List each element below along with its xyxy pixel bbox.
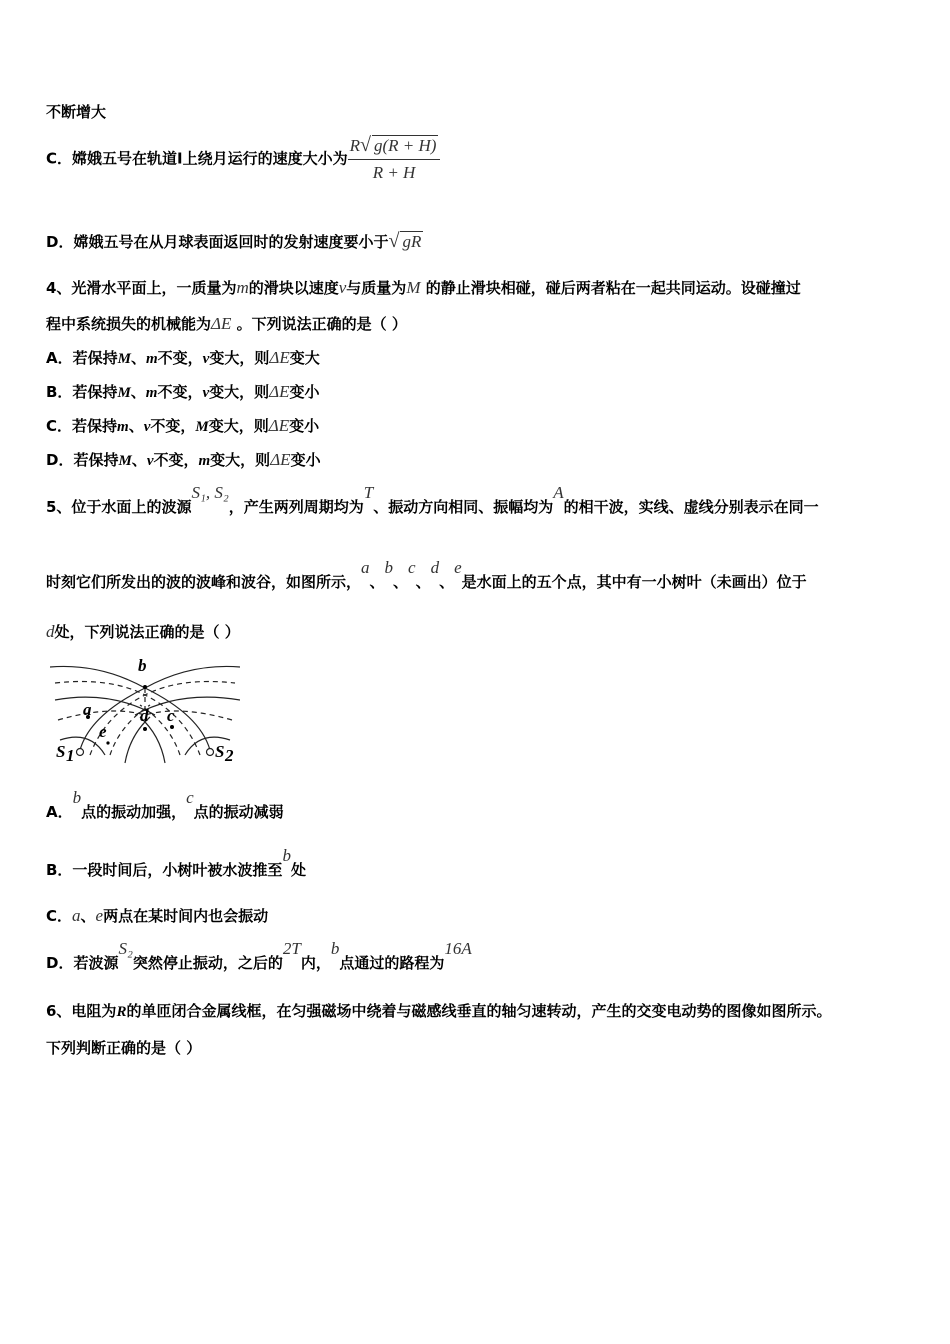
text-line: [46, 450, 321, 471]
math-symbol: ΔE: [269, 348, 290, 367]
label-d: d: [140, 706, 149, 725]
radical-sign: √: [388, 230, 400, 252]
math-symbol: d: [430, 558, 440, 577]
numerator-prefix: R: [349, 136, 360, 155]
text: A．若保持: [46, 349, 118, 367]
radicand: gR: [402, 232, 422, 251]
text-line: [46, 1001, 831, 1022]
text: 与质量为: [346, 279, 407, 297]
text: 、: [369, 573, 385, 591]
text: 是水面上的五个点，其中有一小树叶（未画出）位于: [461, 573, 807, 591]
text: 不变，: [153, 451, 199, 469]
math-symbol: v: [338, 278, 347, 297]
text: 的静止滑块相碰，碰后两者粘在一起共同运动。设碰撞过: [420, 279, 801, 297]
text: C．若保持: [46, 417, 118, 435]
math-symbol: A: [553, 483, 564, 502]
math-symbol: ΔE: [269, 382, 290, 401]
text-line: [46, 102, 106, 122]
text: C．: [46, 907, 73, 925]
variable: M: [195, 419, 209, 435]
math-symbol: 2T: [282, 939, 301, 958]
variable: v: [202, 385, 210, 401]
variable: R: [116, 1004, 127, 1020]
text: 不变，: [157, 383, 203, 401]
text: 变小: [290, 451, 321, 469]
text: D．若保持: [46, 451, 119, 469]
text: 不变，: [157, 349, 203, 367]
text-line: [46, 906, 268, 926]
text: 变大: [289, 349, 320, 367]
text-line: [46, 382, 320, 403]
text: 5、位于水面上的波源: [46, 498, 192, 516]
sqrt-expression: [388, 232, 423, 251]
text: 、: [439, 573, 455, 591]
text: 点的振动减弱: [193, 803, 284, 821]
math-symbol: ΔE: [270, 450, 291, 469]
text: D．若波源: [46, 954, 119, 972]
text: 、: [80, 907, 96, 925]
label-s1: S: [56, 742, 66, 761]
wave-interference-diagram: [50, 655, 240, 767]
math-symbol: ΔE: [268, 416, 290, 435]
text: 、: [128, 417, 144, 435]
math-symbol: b: [72, 788, 82, 807]
math-symbol: c: [408, 558, 416, 577]
variable: v: [146, 453, 154, 469]
text: 点的振动加强，: [81, 803, 187, 821]
text: D．嫦娥五号在从月球表面返回时的发射速度要小于: [46, 233, 389, 251]
text: 内，: [300, 954, 331, 972]
text: 。下列说法正确的是（ ）: [231, 315, 407, 333]
math-symbol: e: [95, 906, 104, 925]
text: 变大，则: [208, 417, 269, 435]
text: 处: [290, 861, 306, 879]
label-e: e: [99, 722, 107, 741]
text: 6、电阻为: [46, 1002, 117, 1020]
text: 、: [131, 451, 147, 469]
text: 突然停止振动，之后的: [132, 954, 283, 972]
text: 变小: [289, 383, 320, 401]
text: 的单匝闭合金属线框，在匀强磁场中绕着与磁感线垂直的轴匀速转动，产生的交变电动势的图像如图所示。: [126, 1002, 832, 1020]
text: 变小: [289, 417, 320, 435]
label-b: b: [138, 656, 147, 675]
math-symbol: c: [186, 788, 194, 807]
text-line: [46, 314, 407, 334]
variable: M: [117, 385, 131, 401]
text: 下列判断正确的是（ ）: [46, 1039, 202, 1057]
text: C．嫦娥五号在轨道Ⅰ上绕月运行的速度大小为: [46, 149, 348, 168]
text: 变大，则: [209, 349, 270, 367]
math-symbol: b: [282, 846, 291, 865]
text: 变大，则: [209, 383, 270, 401]
text: 两点在某时间内也会振动: [103, 907, 269, 925]
text: A．: [46, 803, 73, 821]
text-line: [46, 483, 819, 517]
math-symbol: a: [361, 558, 370, 577]
text: 、: [130, 383, 146, 401]
math-symbol: d: [46, 622, 55, 641]
text: 变大，则: [210, 451, 271, 469]
label-s2: S: [215, 742, 225, 761]
text: 、: [130, 349, 146, 367]
text: 4、光滑水平面上，一质量为: [46, 279, 237, 297]
text: 不断增大: [46, 103, 107, 121]
variable: m: [198, 453, 211, 469]
text-line: [46, 231, 423, 252]
math-symbol: T: [363, 483, 374, 502]
variable: v: [143, 419, 151, 435]
label-c: c: [167, 706, 175, 725]
math-symbol: M: [406, 278, 421, 297]
label-s1-sub: 1: [66, 746, 75, 765]
math-symbol: e: [454, 558, 462, 577]
math-symbol: b: [330, 939, 340, 958]
text: 程中系统损失的机械能为: [46, 315, 212, 333]
math-symbol: ΔE: [211, 314, 232, 333]
text: 不变，: [150, 417, 196, 435]
text: 处，下列说法正确的是（ ）: [54, 623, 240, 641]
label-s2-sub: 2: [225, 746, 234, 765]
radicand: g(R + H): [373, 136, 437, 155]
text: 的滑块以速度: [248, 279, 339, 297]
text-line: [46, 846, 306, 880]
text: 时刻它们所发出的波的波峰和波谷，如图所示，: [46, 573, 362, 591]
fraction: [348, 135, 441, 183]
text-line: [46, 1038, 201, 1058]
text-line: [46, 348, 320, 369]
variable: M: [117, 351, 131, 367]
variable: v: [202, 351, 210, 367]
variable: m: [145, 351, 158, 367]
math-symbol: a: [72, 906, 81, 925]
denominator: R + H: [372, 163, 416, 182]
text: ，产生两列周期均为: [228, 498, 364, 516]
text: 、: [415, 573, 431, 591]
text-line: [46, 278, 801, 298]
text-line: [46, 788, 284, 822]
text: B．一段时间后，小树叶被水波推至: [46, 861, 283, 879]
math-symbol: S₁, S₂: [191, 483, 229, 502]
text: 的相干波，实线、虚线分别表示在同一: [563, 498, 819, 516]
math-symbol: S₂: [118, 939, 133, 958]
text-line: [46, 416, 319, 437]
text-line: [46, 558, 807, 592]
text: B．若保持: [46, 383, 118, 401]
text: 、振动方向相同、振幅均为: [373, 498, 554, 516]
label-a: a: [83, 700, 92, 719]
variable: m: [117, 419, 129, 435]
numerator: [348, 135, 441, 160]
text: 、: [393, 573, 409, 591]
text-line: [46, 135, 440, 183]
text-line: [46, 622, 240, 642]
text-line: [46, 939, 472, 973]
variable: m: [145, 385, 158, 401]
math-symbol: m: [236, 278, 249, 297]
math-symbol: 16A: [444, 939, 472, 958]
math-symbol: b: [384, 558, 394, 577]
variable: M: [118, 453, 132, 469]
radical-sign: √: [359, 134, 371, 156]
text: 点通过的路程为: [339, 954, 445, 972]
